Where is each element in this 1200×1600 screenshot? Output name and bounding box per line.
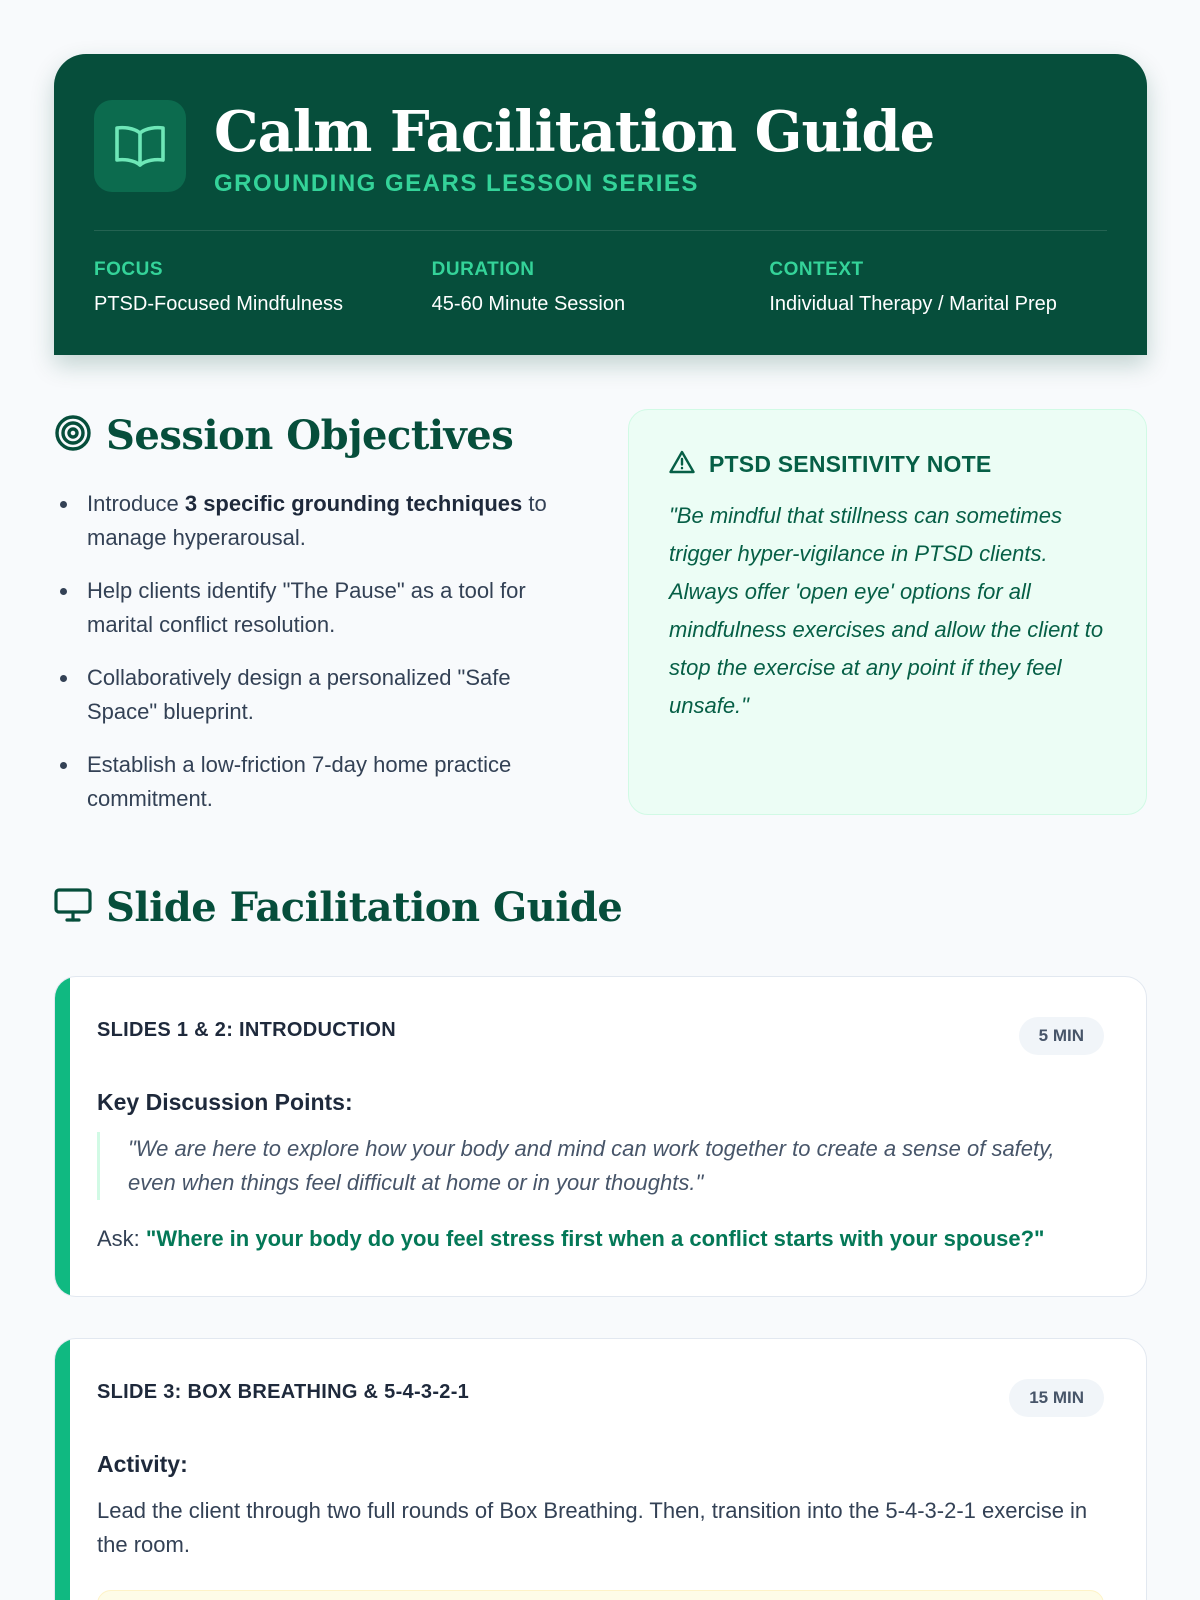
ask-line <box>97 1226 1104 1252</box>
note-header <box>669 450 1106 479</box>
meta-context <box>769 259 1107 316</box>
sensitivity-note <box>628 409 1147 815</box>
card-label: SLIDES 1 & 2: INTRODUCTION <box>97 1019 396 1041</box>
header-divider <box>94 230 1107 231</box>
meta-label: FOCUS <box>94 259 163 280</box>
monitor-icon <box>54 887 92 928</box>
duration-badge: 15 MIN <box>1009 1379 1104 1417</box>
note-body: "Be mindful that stillness can sometimes trigger hyper-vigilance in PTSD clients. Always offer 'open eye' options for all mindfulness exercises and allow the client to stop the exercise at any point if they feel unsafe." <box>669 503 1104 718</box>
meta-duration <box>432 259 770 316</box>
target-icon <box>54 414 92 457</box>
list-item <box>60 487 580 555</box>
objective-text: Collaboratively design a personalized "Safe Space" blueprint. <box>87 665 511 724</box>
list-item <box>60 661 580 729</box>
activity-text: Lead the client through two full rounds of Box Breathing. Then, transition into the 5-4-3-2-1 exercise in the room. <box>97 1498 1088 1557</box>
note-title: PTSD SENSITIVITY NOTE <box>709 451 992 477</box>
bullet-icon <box>60 762 67 769</box>
card-accent <box>55 977 70 1296</box>
objectives-list <box>60 487 580 835</box>
slides-heading <box>54 884 622 931</box>
duration-badge: 5 MIN <box>1019 1017 1104 1055</box>
list-item <box>60 574 580 642</box>
slides-title: Slide Facilitation Guide <box>106 884 623 931</box>
card-accent <box>55 1339 70 1600</box>
objective-text: Help clients identify "The Pause" as a tool for marital conflict resolution. <box>87 578 526 637</box>
card-heading: Activity: <box>97 1451 188 1477</box>
objective-emphasis: 3 specific grounding techniques <box>184 491 523 516</box>
ask-question: "Where in your body do you feel stress first when a conflict starts with your spouse?" <box>145 1226 1045 1251</box>
slide-card-box-breathing <box>54 1338 1147 1600</box>
bullet-icon <box>60 675 67 682</box>
page-title: Calm Facilitation Guide <box>214 99 935 165</box>
list-item <box>60 748 580 816</box>
objectives-heading <box>54 412 513 459</box>
warning-triangle-icon <box>669 450 695 479</box>
objective-text: Introduce <box>87 491 185 516</box>
page-subtitle: GROUNDING GEARS LESSON SERIES <box>214 170 699 197</box>
card-label: SLIDE 3: BOX BREATHING & 5-4-3-2-1 <box>97 1381 470 1403</box>
meta-focus <box>94 259 432 316</box>
card-quote: "We are here to explore how your body and mind can work together to create a sense of safety, even when things feel difficult at home or in your thoughts." <box>97 1132 1104 1200</box>
bullet-icon <box>60 588 67 595</box>
objective-text: to manage hyperarousal. <box>87 491 547 550</box>
header-banner <box>54 54 1147 355</box>
meta-value: PTSD-Focused Mindfulness <box>94 293 343 315</box>
objectives-title: Session Objectives <box>106 412 514 459</box>
objective-text: Establish a low-friction 7-day home practice commitment. <box>87 752 512 811</box>
meta-row <box>94 259 1107 316</box>
tip-box <box>97 1590 1104 1600</box>
bullet-icon <box>60 501 67 508</box>
meta-label: CONTEXT <box>769 259 864 280</box>
open-book-icon <box>94 100 186 192</box>
ask-label: Ask: <box>97 1226 146 1251</box>
card-heading: Key Discussion Points: <box>97 1089 353 1115</box>
meta-value: 45-60 Minute Session <box>431 293 626 315</box>
meta-label: DURATION <box>431 259 535 280</box>
brand <box>94 100 1107 198</box>
slide-card-introduction <box>54 976 1147 1297</box>
meta-value: Individual Therapy / Marital Prep <box>769 293 1057 315</box>
